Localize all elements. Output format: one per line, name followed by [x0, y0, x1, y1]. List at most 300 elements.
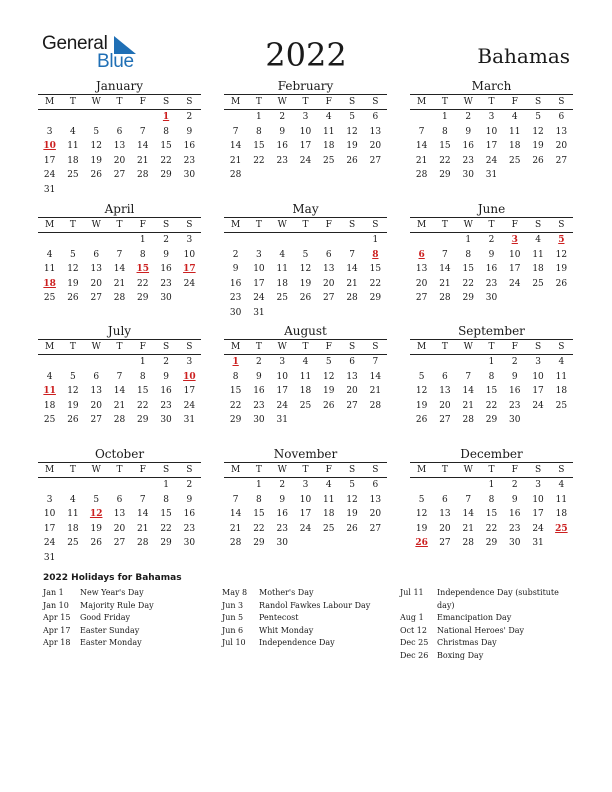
day: 9 — [488, 249, 495, 260]
month-january — [38, 79, 201, 198]
empty-day — [85, 110, 108, 125]
holiday-date: Jan 10 — [43, 600, 69, 610]
holidays-title: 2022 Holidays for Bahamas — [43, 573, 182, 583]
day: 19 — [67, 400, 79, 411]
month-days-grid — [224, 462, 387, 551]
holiday-day: 11 — [43, 386, 56, 397]
weekday-header: S — [550, 218, 573, 233]
empty-day — [317, 233, 340, 248]
day: 6 — [372, 112, 379, 122]
day: 11 — [67, 141, 79, 152]
day: 28 — [369, 400, 382, 411]
day: 23 — [276, 523, 288, 534]
day: 8 — [139, 249, 146, 260]
empty-day — [61, 233, 84, 248]
day: 16 — [485, 264, 498, 275]
empty-day — [410, 355, 433, 370]
day: 17 — [253, 278, 265, 289]
day: 2 — [465, 112, 472, 122]
day: 21 — [229, 155, 242, 166]
year-title: 2022 — [265, 36, 347, 74]
day: 19 — [67, 278, 79, 289]
day: 28 — [113, 293, 126, 304]
day: 25 — [43, 415, 56, 426]
day: 16 — [253, 386, 265, 397]
day: 8 — [256, 126, 262, 137]
month-name: January — [95, 79, 144, 93]
day: 1 — [256, 480, 262, 490]
day: 22 — [253, 523, 265, 534]
day: 2 — [186, 112, 193, 122]
day: 27 — [113, 538, 126, 549]
day: 9 — [163, 249, 169, 260]
day: 29 — [137, 293, 149, 304]
day: 15 — [137, 386, 149, 397]
day: 28 — [229, 538, 242, 549]
day: 14 — [113, 264, 126, 275]
holiday-name: Emancipation Day — [437, 613, 512, 622]
holiday-item — [222, 600, 392, 613]
weekday-header: M — [38, 340, 61, 355]
weekday-header: W — [271, 463, 294, 478]
weekday-header: T — [480, 218, 503, 233]
day: 5 — [302, 249, 309, 260]
day: 18 — [276, 278, 288, 289]
day: 10 — [183, 249, 196, 260]
weekday-header: W — [85, 95, 108, 110]
holiday-day: 1 — [232, 357, 239, 367]
day: 10 — [276, 371, 288, 382]
month-name: March — [471, 79, 512, 93]
holiday-name: Mother's Day — [259, 588, 314, 597]
day: 3 — [488, 112, 495, 122]
day: 27 — [439, 415, 451, 426]
day: 7 — [139, 494, 146, 505]
day: 6 — [116, 494, 123, 505]
day: 28 — [439, 293, 451, 304]
day: 19 — [90, 155, 102, 166]
day: 4 — [325, 480, 332, 490]
weekday-header: M — [224, 463, 247, 478]
day: 15 — [485, 509, 498, 520]
month-name: November — [273, 447, 338, 461]
weekday-header: F — [503, 218, 526, 233]
holiday-date: Jul 10 — [222, 638, 246, 647]
day: 9 — [186, 494, 193, 505]
day: 18 — [43, 400, 56, 411]
month-name: August — [284, 324, 327, 338]
day: 9 — [279, 494, 286, 505]
weekday-header: F — [131, 463, 154, 478]
day: 8 — [488, 371, 495, 382]
holiday-day: 17 — [183, 264, 196, 275]
day: 23 — [509, 523, 521, 534]
weekday-header: W — [457, 218, 480, 233]
day: 16 — [509, 509, 521, 520]
day: 27 — [323, 293, 335, 304]
day: 11 — [299, 371, 312, 382]
holiday-item — [43, 637, 213, 650]
day: 12 — [415, 509, 428, 520]
day: 27 — [90, 415, 102, 426]
day: 31 — [485, 170, 498, 181]
weekday-header: S — [526, 95, 549, 110]
month-name: May — [292, 202, 319, 216]
day: 4 — [558, 357, 565, 367]
holiday-name: Pentecost — [259, 613, 299, 622]
empty-day — [61, 478, 84, 493]
holiday-item — [43, 625, 213, 638]
day: 9 — [279, 126, 286, 137]
day: 10 — [485, 126, 498, 137]
empty-day — [410, 110, 433, 125]
holiday-name: Independence Day — [259, 638, 335, 647]
day: 9 — [186, 126, 193, 137]
empty-day — [433, 478, 456, 493]
day: 20 — [439, 523, 451, 534]
weekday-header: S — [526, 463, 549, 478]
day: 18 — [67, 523, 79, 534]
holiday-day: 3 — [511, 235, 518, 245]
day: 23 — [229, 293, 242, 304]
day: 26 — [67, 293, 79, 304]
holiday-name: Randol Fawkes Labour Day — [259, 600, 371, 610]
weekday-header: S — [178, 463, 201, 478]
empty-day — [85, 478, 108, 493]
day: 17 — [43, 155, 56, 166]
day: 8 — [488, 494, 495, 505]
day: 28 — [229, 170, 242, 181]
day: 6 — [442, 494, 448, 505]
day: 19 — [323, 386, 335, 397]
month-august — [224, 324, 387, 428]
day: 31 — [532, 538, 544, 549]
day: 10 — [43, 509, 56, 520]
day: 11 — [323, 126, 335, 137]
weekday-header: S — [526, 340, 549, 355]
day: 3 — [186, 357, 193, 367]
day: 27 — [415, 293, 428, 304]
day: 3 — [535, 357, 541, 367]
day: 15 — [439, 141, 451, 152]
day: 9 — [163, 371, 169, 382]
day: 26 — [346, 155, 358, 166]
day: 26 — [415, 415, 428, 426]
month-days-grid — [410, 462, 573, 551]
empty-day — [38, 355, 61, 370]
day: 12 — [346, 494, 358, 505]
weekday-header: T — [247, 463, 270, 478]
holiday-day: 10 — [43, 141, 56, 152]
weekday-header: M — [224, 218, 247, 233]
weekday-header: T — [247, 340, 270, 355]
holiday-item — [400, 625, 572, 638]
day: 24 — [183, 278, 196, 289]
day: 11 — [323, 494, 335, 505]
day: 5 — [418, 371, 425, 382]
day: 21 — [462, 523, 474, 534]
day: 12 — [555, 249, 568, 260]
weekday-header: S — [340, 340, 363, 355]
day: 13 — [113, 141, 126, 152]
month-days-grid — [38, 217, 201, 306]
day: 14 — [229, 509, 242, 520]
day: 12 — [323, 371, 335, 382]
weekday-header: S — [550, 340, 573, 355]
day: 24 — [299, 155, 312, 166]
holiday-day: 15 — [136, 264, 150, 275]
day: 1 — [139, 357, 146, 367]
day: 5 — [535, 112, 541, 122]
day: 17 — [532, 386, 544, 397]
day: 21 — [113, 278, 126, 289]
day: 24 — [509, 278, 521, 289]
day: 2 — [186, 480, 193, 490]
day: 25 — [555, 400, 568, 411]
day: 22 — [439, 155, 451, 166]
logo-blue-text: Blue — [97, 51, 134, 72]
weekday-header: F — [317, 340, 340, 355]
day: 3 — [256, 249, 262, 260]
month-name: October — [94, 447, 145, 461]
day: 6 — [93, 371, 100, 382]
day: 29 — [439, 170, 451, 181]
weekday-header: F — [317, 95, 340, 110]
month-name: December — [460, 447, 523, 461]
day: 11 — [43, 264, 56, 275]
holiday-column — [400, 587, 572, 662]
day: 20 — [113, 523, 126, 534]
weekday-header: M — [410, 340, 433, 355]
day: 4 — [46, 249, 53, 260]
weekday-header: S — [154, 340, 177, 355]
day: 13 — [113, 509, 126, 520]
day: 21 — [137, 155, 149, 166]
country-name: Bahamas — [477, 44, 570, 68]
holiday-column — [222, 587, 392, 650]
holiday-date: Dec 25 — [400, 638, 429, 647]
day: 26 — [67, 415, 79, 426]
weekday-header: S — [154, 463, 177, 478]
empty-day — [85, 355, 108, 370]
holiday-date: Jun 5 — [222, 613, 244, 622]
holiday-name: Easter Sunday — [80, 625, 140, 635]
day: 14 — [462, 509, 474, 520]
weekday-header: S — [178, 340, 201, 355]
weekday-header: F — [131, 218, 154, 233]
weekday-header: T — [61, 340, 84, 355]
weekday-header: S — [364, 463, 387, 478]
day: 2 — [279, 112, 286, 122]
day: 23 — [183, 155, 196, 166]
day: 5 — [70, 371, 76, 382]
day: 24 — [532, 400, 544, 411]
day: 1 — [488, 480, 495, 490]
holiday-name: Christmas Day — [437, 638, 497, 647]
day: 15 — [229, 386, 242, 397]
day: 4 — [558, 480, 565, 490]
day: 19 — [532, 141, 544, 152]
month-days-grid — [224, 217, 387, 321]
day: 7 — [232, 126, 239, 137]
day: 25 — [509, 155, 521, 166]
day: 5 — [93, 494, 100, 505]
empty-day — [224, 233, 247, 248]
day: 18 — [299, 386, 312, 397]
day: 6 — [93, 249, 100, 260]
month-july — [38, 324, 201, 428]
day: 6 — [558, 112, 565, 122]
month-days-grid — [224, 94, 387, 183]
day: 17 — [183, 386, 196, 397]
day: 11 — [532, 249, 544, 260]
day: 6 — [372, 480, 379, 490]
weekday-header: W — [271, 218, 294, 233]
empty-day — [457, 478, 480, 493]
day: 21 — [113, 400, 126, 411]
day: 26 — [299, 293, 312, 304]
day: 2 — [163, 357, 169, 367]
weekday-header: W — [457, 95, 480, 110]
day: 18 — [323, 141, 335, 152]
day: 16 — [276, 141, 288, 152]
holiday-date: Jul 11 — [400, 588, 424, 597]
holiday-name: Boxing Day — [437, 650, 484, 660]
month-may — [224, 202, 387, 321]
day: 22 — [485, 400, 498, 411]
weekday-header: S — [364, 218, 387, 233]
empty-day — [131, 478, 154, 493]
empty-day — [38, 233, 61, 248]
holiday-item — [400, 587, 572, 612]
day: 12 — [299, 264, 312, 275]
holiday-item — [43, 587, 213, 600]
weekday-header: W — [85, 340, 108, 355]
weekday-header: T — [294, 340, 317, 355]
day: 13 — [90, 264, 102, 275]
day: 1 — [372, 235, 379, 245]
day: 26 — [323, 400, 335, 411]
holiday-day: 25 — [555, 523, 568, 534]
weekday-header: T — [247, 95, 270, 110]
day: 14 — [137, 509, 149, 520]
day: 30 — [253, 415, 265, 426]
day: 27 — [346, 400, 358, 411]
day: 17 — [43, 523, 56, 534]
day: 25 — [532, 278, 544, 289]
day: 3 — [46, 126, 53, 137]
day: 15 — [253, 141, 265, 152]
day: 1 — [163, 480, 169, 490]
holiday-date: Apr 15 — [43, 613, 71, 622]
holiday-day: 12 — [89, 509, 103, 520]
day: 9 — [256, 371, 262, 382]
day: 11 — [67, 509, 79, 520]
day: 20 — [555, 141, 568, 152]
day: 30 — [183, 538, 196, 549]
day: 3 — [279, 357, 286, 367]
holiday-item — [222, 637, 392, 650]
weekday-header: W — [85, 463, 108, 478]
day: 23 — [160, 278, 172, 289]
day: 17 — [485, 141, 498, 152]
day: 28 — [346, 293, 358, 304]
day: 23 — [509, 400, 521, 411]
holiday-item — [400, 612, 572, 625]
day: 25 — [323, 155, 335, 166]
day: 13 — [439, 509, 451, 520]
day: 13 — [369, 494, 382, 505]
day: 15 — [253, 509, 265, 520]
day: 22 — [369, 278, 382, 289]
holiday-item — [222, 612, 392, 625]
day: 31 — [183, 415, 196, 426]
weekday-header: S — [340, 95, 363, 110]
empty-day — [224, 110, 247, 125]
day: 1 — [465, 235, 472, 245]
day: 25 — [276, 293, 288, 304]
month-march — [410, 79, 573, 183]
day: 31 — [276, 415, 288, 426]
day: 20 — [346, 386, 358, 397]
day: 21 — [137, 523, 149, 534]
holiday-date: May 8 — [222, 588, 248, 597]
day: 19 — [346, 141, 358, 152]
day: 21 — [346, 278, 358, 289]
weekday-header: T — [61, 463, 84, 478]
day: 15 — [160, 509, 172, 520]
weekday-header: T — [108, 463, 131, 478]
weekday-header: F — [131, 340, 154, 355]
day: 29 — [253, 538, 265, 549]
day: 9 — [232, 264, 239, 275]
empty-day — [410, 478, 433, 493]
weekday-header: F — [503, 463, 526, 478]
day: 6 — [116, 126, 123, 137]
day: 1 — [442, 112, 448, 122]
holiday-date: Jan 1 — [43, 588, 64, 597]
holiday-day: 1 — [162, 112, 170, 122]
month-september — [410, 324, 573, 428]
day: 13 — [90, 386, 102, 397]
day: 20 — [369, 509, 382, 520]
month-november — [224, 447, 387, 551]
day: 1 — [488, 357, 495, 367]
weekday-header: T — [108, 218, 131, 233]
holiday-date: Apr 17 — [43, 625, 71, 635]
holiday-name: Easter Monday — [80, 638, 142, 647]
day: 8 — [442, 126, 448, 137]
month-february — [224, 79, 387, 183]
day: 28 — [462, 538, 474, 549]
day: 6 — [349, 357, 355, 367]
day: 18 — [532, 264, 544, 275]
empty-day — [433, 355, 456, 370]
month-name: July — [107, 324, 132, 338]
day: 1 — [139, 235, 146, 245]
holiday-date: Apr 18 — [43, 638, 71, 647]
day: 24 — [299, 523, 312, 534]
day: 23 — [276, 155, 288, 166]
day: 16 — [183, 509, 196, 520]
month-days-grid — [224, 339, 387, 428]
day: 21 — [439, 278, 451, 289]
empty-day — [108, 355, 131, 370]
day: 20 — [323, 278, 335, 289]
month-december — [410, 447, 573, 551]
day: 23 — [485, 278, 498, 289]
day: 7 — [372, 357, 379, 367]
